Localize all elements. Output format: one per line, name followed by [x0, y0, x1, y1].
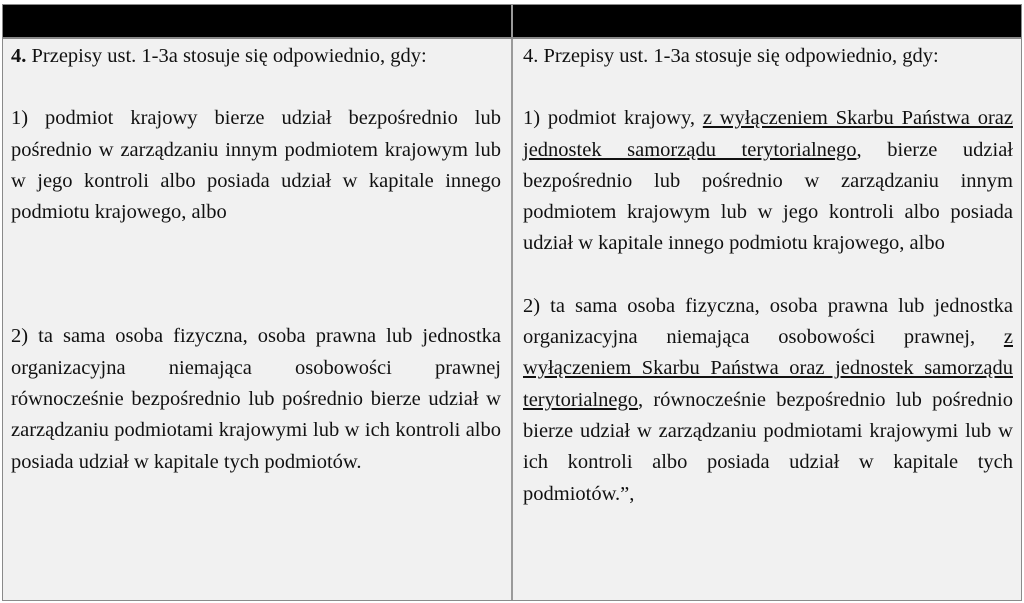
- right-point-1-start: 1) podmiot krajowy,: [523, 107, 703, 130]
- left-intro-text: Przepisy ust. 1-3a stosuje się odpowiednio, gdy:: [26, 45, 427, 67]
- right-column: [513, 39, 1021, 600]
- right-point-2-end: , równocześnie bezpośrednio lub pośrednio bierze udział w zarządzaniu podmiotami krajowymi lub w ich kontroli albo posiada udział w kapitale tych podmiotów.”,: [523, 388, 1013, 505]
- right-point-2: [523, 291, 1013, 510]
- comparison-table: [2, 4, 1022, 601]
- right-point-1-end: , bierze udział bezpośrednio lub pośrednio w zarządzaniu innym podmiotem krajowym lub w jego kontroli albo posiada udział w kapitale innego podmiotu krajowego, albo: [523, 138, 1013, 255]
- right-point-1-amendment: z wyłączeniem Skarbu Państwa oraz jednostek samorządu terytorialnego: [523, 107, 1013, 161]
- right-point-1: [523, 103, 1013, 259]
- table-header-row: [3, 5, 1021, 39]
- header-divider: [511, 5, 513, 37]
- right-point-2-amendment: z wyłączeniem Skarbu Państwa oraz jednostek samorządu terytorialnego: [523, 326, 1013, 411]
- left-article-number: 4.: [11, 45, 27, 67]
- right-intro: 4. Przepisy ust. 1-3a stosuje się odpowiednio, gdy:: [523, 45, 939, 67]
- left-point-2: 2) ta sama osoba fizyczna, osoba prawna lub jednostka organizacyjna niemająca osobowości prawnej równocześnie bezpośrednio lub pośrednio bierze udział w zarządzaniu podmiotami krajowymi lub w ich kontroli albo posiada udział w kapitale tych podmiotów.: [11, 325, 501, 473]
- left-point-1: 1) podmiot krajowy bierze udział bezpośrednio lub pośrednio w zarządzaniu innym podmiotem krajowym lub w jego kontroli albo posiada udział w kapitale innego podmiotu krajowego, albo: [11, 107, 501, 224]
- left-column: [3, 39, 511, 600]
- right-point-2-start: 2) ta sama osoba fizyczna, osoba prawna lub jednostka organizacyjna niemająca osobowości prawnej,: [523, 294, 1013, 349]
- left-intro: [11, 41, 501, 72]
